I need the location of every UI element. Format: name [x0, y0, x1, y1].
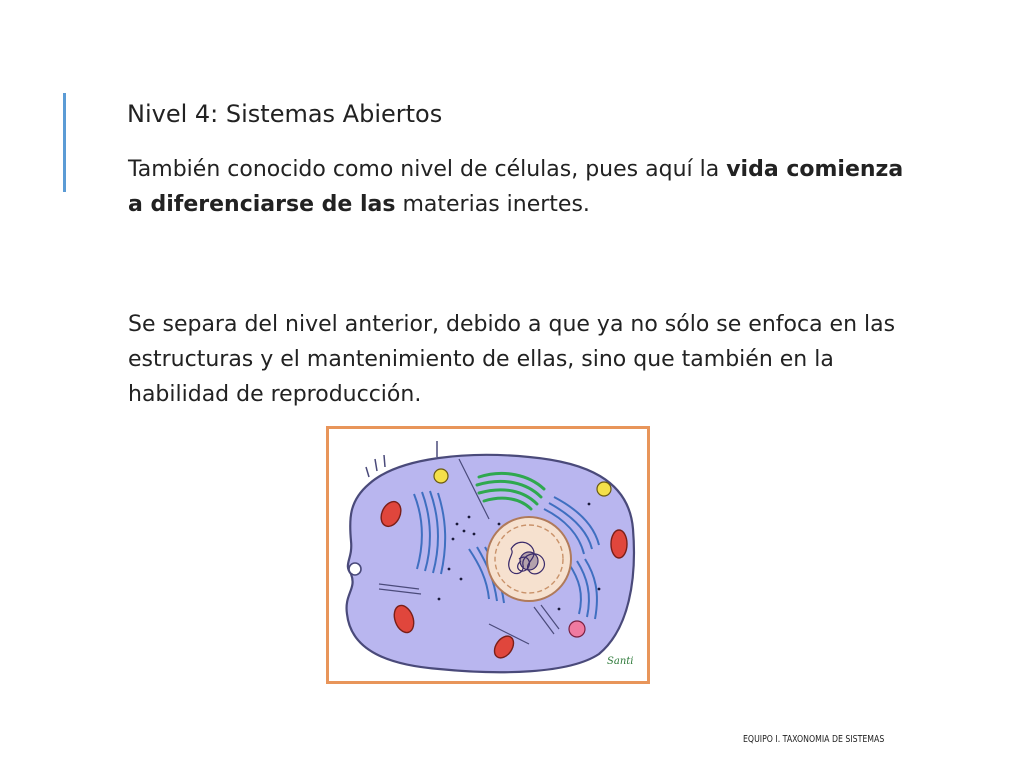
- paragraph-2: Se separa del nivel anterior, debido a que ya no sólo se enfoca en las estructuras y el mantenimiento de ellas, sino que también en la habilidad de reproducción.: [128, 312, 896, 407]
- footer-label: EQUIPO I. TAXONOMIA DE SISTEMAS: [743, 734, 885, 745]
- paragraph-1-lead: También conocido como nivel de células, pues aquí la: [128, 157, 727, 182]
- cell-drawing: [329, 429, 647, 681]
- membrane-notch: [349, 563, 361, 575]
- title-accent-bar: [63, 93, 66, 192]
- slide-title: Nivel 4: Sistemas Abiertos: [127, 100, 443, 128]
- artist-signature: Santi: [607, 656, 634, 667]
- animal-cell-illustration: [326, 426, 650, 684]
- paragraph-1-bold: vida comienza a diferenciarse de las: [128, 157, 904, 217]
- paragraph-1-tail: materias inertes.: [395, 192, 590, 217]
- paragraph-1: [128, 152, 918, 222]
